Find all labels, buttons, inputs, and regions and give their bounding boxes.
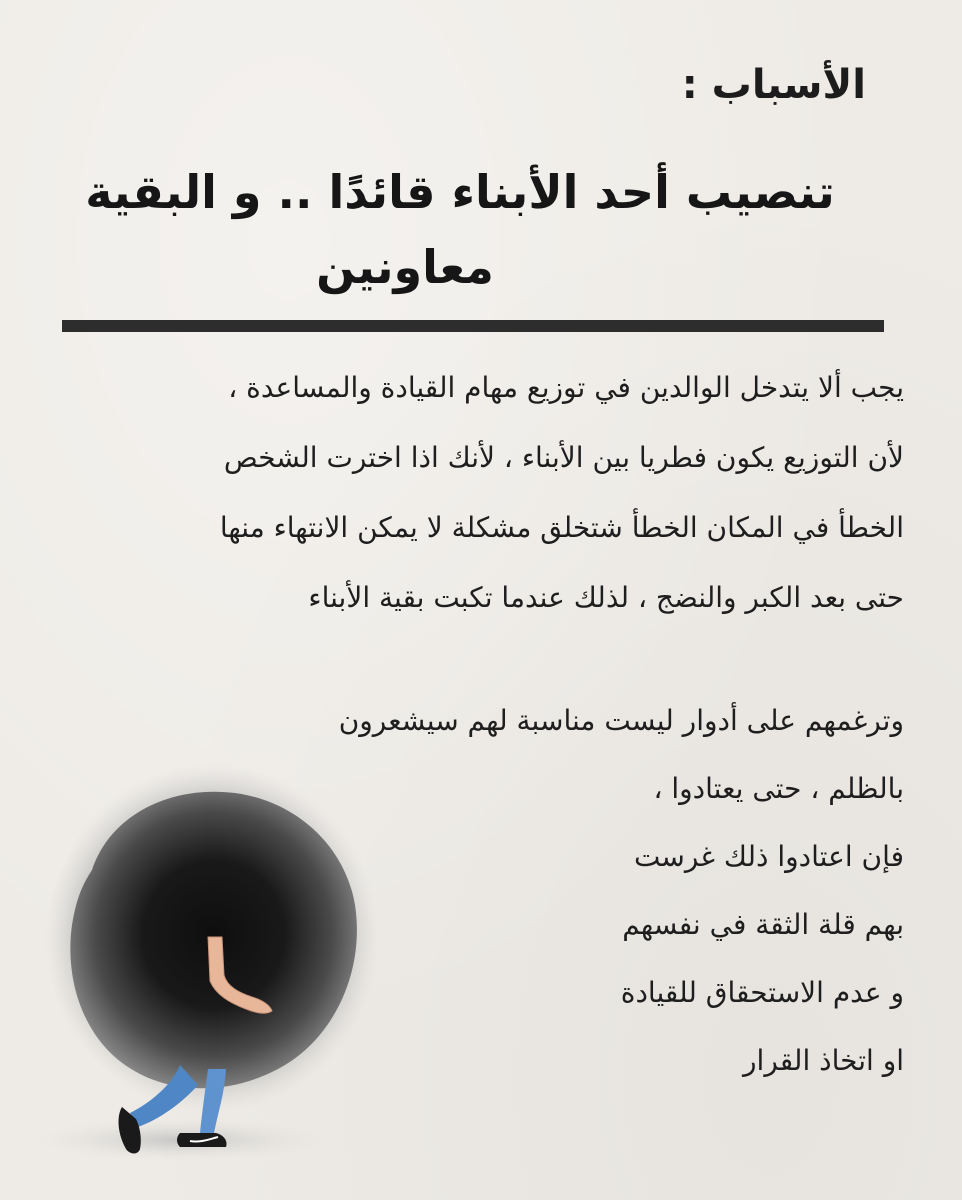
text-line: يجب ألا يتدخل الوالدين في توزيع مهام القيادة والمساعدة ، — [228, 371, 904, 404]
text-line: حتى بعد الكبر والنضج ، لذلك عندما تكبت بقية الأبناء — [308, 581, 904, 614]
section-label: الأسباب : — [681, 62, 866, 108]
headline-line-2: معاونين — [316, 240, 494, 294]
text-line: لأن التوزيع يكون فطريا بين الأبناء ، لأنك اذا اخترت الشخص — [223, 441, 904, 474]
text-line: وترغمهم على أدوار ليست مناسبة لهم سيشعرون — [338, 704, 904, 737]
ink-blot-figure-illustration — [30, 735, 390, 1165]
text-line: فإن اعتادوا ذلك غرست — [633, 840, 904, 873]
text-line: الخطأ في المكان الخطأ شتخلق مشكلة لا يمكن الانتهاء منها — [219, 511, 904, 544]
paragraph-main — [54, 360, 904, 640]
headline-line-1: تنصيب أحد الأبناء قائدًا .. و البقية — [85, 165, 835, 219]
divider-bar — [62, 320, 884, 332]
text-line: بالظلم ، حتى يعتادوا ، — [653, 772, 904, 805]
text-line: و عدم الاستحقاق للقيادة — [620, 976, 904, 1009]
text-line: او اتخاذ القرار — [743, 1044, 904, 1077]
text-line: بهم قلة الثقة في نفسهم — [622, 908, 904, 941]
